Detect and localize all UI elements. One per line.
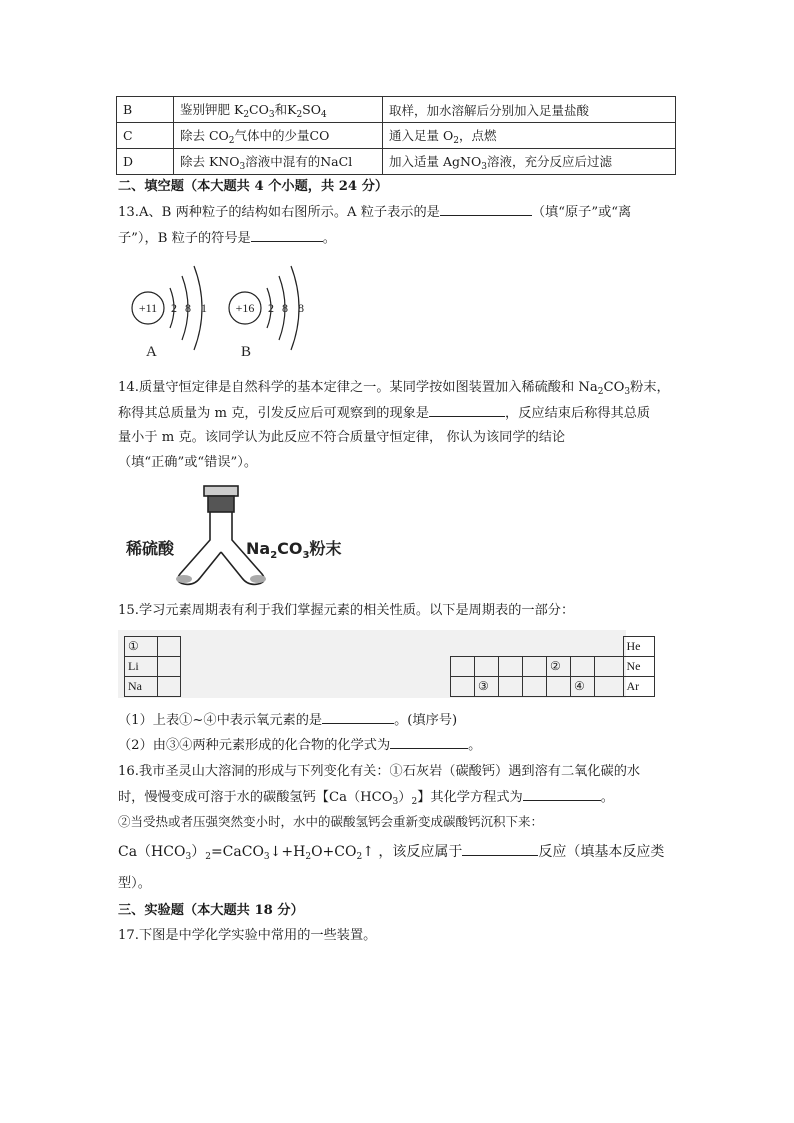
nucleus-a: +11 bbox=[138, 301, 158, 315]
answer-blank[interactable] bbox=[390, 735, 468, 749]
section-title: 三、实验题（本大题共 18 分） bbox=[118, 903, 304, 918]
pt-cell: ② bbox=[547, 657, 571, 677]
atom-label-a: A bbox=[146, 344, 157, 360]
pt-cell: ① bbox=[125, 637, 158, 657]
pt-cell: Na bbox=[125, 677, 158, 697]
section-title: 二、填空题（本大题共 4 个小题，共 24 分） bbox=[118, 179, 389, 194]
method-cell: 取样，加水溶解后分别加入足量盐酸 bbox=[383, 97, 676, 123]
periodic-table-left bbox=[124, 636, 181, 697]
shell-a3: 1 bbox=[201, 301, 207, 315]
answer-blank[interactable] bbox=[251, 228, 323, 242]
table-row bbox=[117, 97, 676, 123]
method-cell: 加入适量 AgNO$_3$溶液，充分反应后过滤 bbox=[383, 149, 676, 175]
answer-blank[interactable] bbox=[523, 787, 601, 801]
task-cell: 除去 $CO_2$气体中的少量CO bbox=[174, 123, 383, 149]
answer-blank[interactable] bbox=[429, 403, 505, 417]
question-15-intro: 15.学习元素周期表有利于我们掌握元素的相关性质。以下是周期表的一部分： bbox=[118, 603, 575, 618]
label-sodium-carbonate: $Na_2CO_3$粉末 bbox=[246, 539, 342, 561]
question-14-line1: 14.质量守恒定律是自然科学的基本定律之一。某同学按如图装置加入稀硫酸和 $Na_2CO_3$粉末， bbox=[118, 380, 670, 397]
atom-structure-diagram bbox=[118, 258, 348, 368]
row-label: C bbox=[117, 123, 174, 149]
question-14-line2: 称得其总质量为 m 克，引发反应后可观察到的现象是 ，反应结束后称得其总质 bbox=[118, 403, 650, 424]
question-14-line4: （填“正确”或“错误”）。 bbox=[118, 455, 258, 470]
task-cell: 除去 $KNO_3$溶液中混有的NaCl bbox=[174, 149, 383, 175]
pt-cell: He bbox=[623, 637, 654, 657]
question-17-text: 17.下图是中学化学实验中常用的一些装置。 bbox=[118, 928, 377, 943]
shell-b3: 8 bbox=[298, 301, 304, 315]
answer-blank[interactable] bbox=[322, 710, 394, 724]
row-label: D bbox=[117, 149, 174, 175]
answer-blank[interactable] bbox=[440, 202, 532, 216]
question-13-line2: 子”），B 粒子的符号是 。 bbox=[118, 228, 336, 249]
table-row bbox=[117, 149, 676, 175]
task-cell: 鉴别钾肥 $K_2CO_3$和$K_2SO_4$ bbox=[174, 97, 383, 123]
row-label: B bbox=[117, 97, 174, 123]
question-16-line5: 型）。 bbox=[118, 876, 151, 891]
question-16-equation: $Ca(HCO_3)_2=CaCO_3↓+H_2O+CO_2↑$ ，该反应属于 反应（填基本反应类 bbox=[118, 844, 665, 862]
pt-cell: ④ bbox=[571, 677, 595, 697]
question-16-line3: ②当受热或者压强突然变小时，水中的碳酸氢钙会重新变成碳酸钙沉积下来： bbox=[118, 814, 544, 829]
answer-blank[interactable] bbox=[462, 842, 538, 856]
answer-options-table bbox=[116, 96, 676, 175]
table-row bbox=[117, 123, 676, 149]
question-16-line2: 时，慢慢变成可溶于水的碳酸氢钙【$Ca(HCO_3)_2$】其化学方程式为 。 bbox=[118, 787, 614, 812]
atom-label-b: B bbox=[241, 344, 252, 360]
question-15-sub1: （1）上表①~④中表示氧元素的是 。(填序号) bbox=[118, 710, 457, 731]
method-cell: 通入足量 $O_2$，点燃 bbox=[383, 123, 676, 149]
nucleus-b: +16 bbox=[235, 301, 255, 315]
y-tube-apparatus-diagram bbox=[118, 478, 368, 596]
question-16-line1: 16.我市圣灵山大溶洞的形成与下列变化有关：①石灰岩（碳酸钙）遇到溶有二氧化碳的水 bbox=[118, 764, 641, 779]
pt-cell: Ne bbox=[623, 657, 654, 677]
question-15-sub2: （2）由③④两种元素形成的化合物的化学式为 。 bbox=[118, 735, 481, 756]
pt-cell: ③ bbox=[475, 677, 499, 697]
question-14-line3: 量小于 m 克。该同学认为此反应不符合质量守恒定律， 你认为该同学的结论 bbox=[118, 430, 566, 445]
shell-a1: 2 bbox=[171, 301, 177, 315]
question-13-line1: 13.A、B 两种粒子的结构如右图所示。A 粒子表示的是 （填“原子”或“离 bbox=[118, 202, 631, 223]
shell-a2: 8 bbox=[185, 301, 191, 315]
pt-cell: Li bbox=[125, 657, 158, 677]
label-dilute-sulfuric-acid: 稀硫酸 bbox=[126, 539, 175, 558]
shell-b1: 2 bbox=[268, 301, 274, 315]
periodic-table-right bbox=[450, 636, 655, 697]
shell-b2: 8 bbox=[282, 301, 288, 315]
pt-cell: Ar bbox=[623, 677, 654, 697]
